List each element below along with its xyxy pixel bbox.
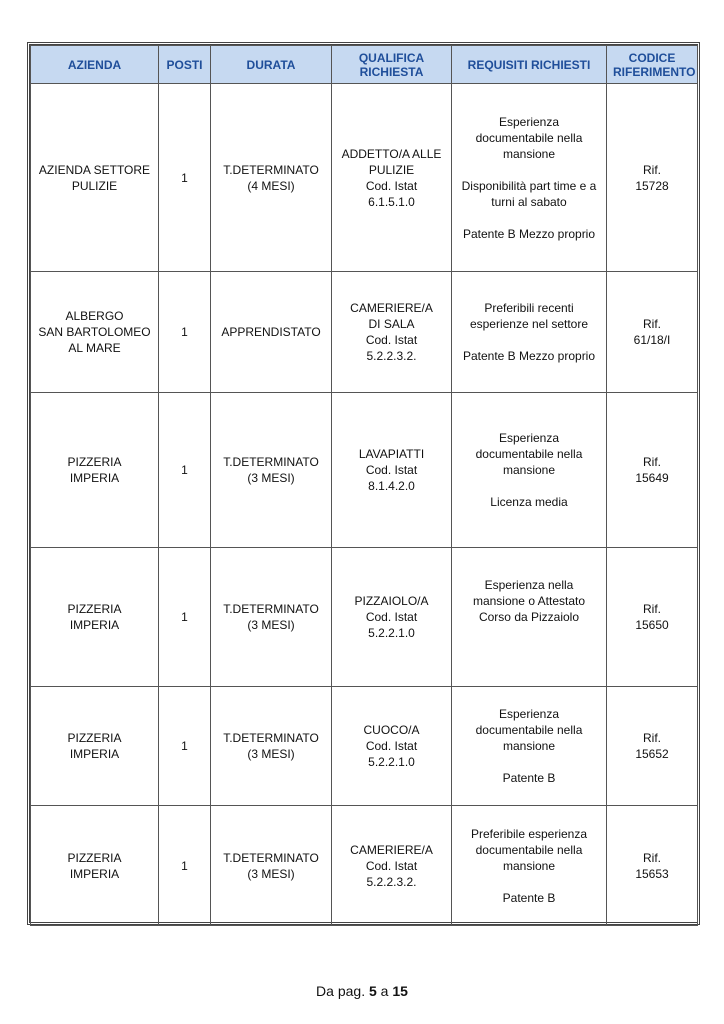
duration-cell-line: T.DETERMINATO bbox=[223, 850, 319, 865]
table-row bbox=[31, 393, 698, 548]
positions-cell: 1 bbox=[159, 687, 211, 806]
duration-cell bbox=[211, 84, 332, 272]
duration-cell-line: (4 MESI) bbox=[247, 178, 295, 193]
requirements-cell bbox=[452, 393, 607, 548]
footer-middle: a bbox=[380, 983, 389, 999]
requirements-cell-line: Esperienza bbox=[498, 431, 560, 445]
reference-code-cell bbox=[607, 84, 698, 272]
positions-cell: 1 bbox=[159, 84, 211, 272]
qualification-cell-line: 5.2.2.3.2. bbox=[366, 349, 417, 363]
company-cell-line: PIZZERIA bbox=[67, 850, 122, 865]
requirements-cell-line: mansione bbox=[502, 739, 556, 753]
positions-cell: 1 bbox=[159, 393, 211, 548]
qualification-cell-line: CUOCO/A bbox=[363, 723, 420, 737]
requirements-cell-line bbox=[458, 874, 600, 890]
duration-cell-line: T.DETERMINATO bbox=[223, 162, 319, 177]
table-row bbox=[31, 84, 698, 272]
table-row bbox=[31, 272, 698, 393]
header-posti: POSTI bbox=[159, 46, 211, 84]
company-cell bbox=[31, 272, 159, 393]
company-cell bbox=[31, 806, 159, 926]
qualification-cell-line: 5.2.2.1.0 bbox=[368, 755, 415, 769]
duration-cell-line: (3 MESI) bbox=[247, 866, 295, 881]
company-cell-line: IMPERIA bbox=[69, 866, 120, 881]
qualification-cell bbox=[332, 393, 452, 548]
company-cell-line: ALBERGO bbox=[65, 309, 124, 323]
requirements-cell-line: mansione o Attestato bbox=[472, 594, 586, 608]
footer-page-number: 5 bbox=[368, 983, 377, 999]
requirements-cell-line bbox=[458, 478, 600, 494]
qualification-cell-line: DI SALA bbox=[368, 317, 415, 331]
company-cell-line: AZIENDA SETTORE bbox=[38, 162, 151, 177]
requirements-cell-line bbox=[458, 332, 600, 348]
qualification-cell-line: PIZZAIOLO/A bbox=[354, 594, 429, 608]
requirements-cell-line: Patente B Mezzo proprio bbox=[462, 226, 596, 241]
qualification-cell-line: 5.2.2.3.2. bbox=[366, 874, 417, 889]
requirements-cell bbox=[452, 687, 607, 806]
table-row bbox=[31, 806, 698, 926]
requirements-cell-line: mansione bbox=[502, 463, 556, 477]
header-azienda: AZIENDA bbox=[31, 46, 159, 84]
company-cell bbox=[31, 548, 159, 687]
page-footer bbox=[0, 983, 724, 999]
reference-code-cell-line: 15652 bbox=[635, 747, 669, 761]
requirements-cell-line: documentabile nella bbox=[475, 447, 583, 461]
table-row bbox=[31, 548, 698, 687]
duration-cell-line: T.DETERMINATO bbox=[223, 602, 319, 616]
header-qualifica bbox=[332, 46, 452, 84]
qualification-cell-line: 6.1.5.1.0 bbox=[368, 194, 415, 209]
qualification-cell-line: Cod. Istat bbox=[365, 463, 418, 477]
qualification-cell bbox=[332, 548, 452, 687]
company-cell-line: SAN BARTOLOMEO bbox=[38, 325, 151, 339]
qualification-cell-line: Cod. Istat bbox=[365, 333, 418, 347]
qualification-cell-line: PULIZIE bbox=[368, 162, 415, 177]
header-qualifica-line: QUALIFICA bbox=[358, 50, 425, 65]
positions-cell: 1 bbox=[159, 806, 211, 926]
job-offers-table bbox=[30, 45, 698, 926]
requirements-cell-line bbox=[458, 162, 600, 178]
requirements-cell-line: Preferibile esperienza bbox=[470, 826, 588, 841]
footer-page-total: 15 bbox=[392, 983, 408, 999]
qualification-cell-line: Cod. Istat bbox=[365, 739, 418, 753]
requirements-cell-line: mansione bbox=[502, 146, 556, 161]
requirements-cell-line: mansione bbox=[502, 858, 556, 873]
header-codice-line: RIFERIMENTO bbox=[613, 64, 696, 79]
company-cell-line: PIZZERIA bbox=[67, 602, 122, 616]
company-cell-line: AL MARE bbox=[68, 341, 121, 355]
company-cell-line: PIZZERIA bbox=[67, 455, 122, 469]
reference-code-cell bbox=[607, 687, 698, 806]
reference-code-cell bbox=[607, 272, 698, 393]
company-cell bbox=[31, 84, 159, 272]
requirements-cell-line: turni al sabato bbox=[491, 194, 567, 209]
requirements-cell-line: documentabile nella bbox=[475, 842, 583, 857]
header-codice bbox=[607, 46, 698, 84]
qualification-cell-line: CAMERIERE/A bbox=[350, 842, 433, 857]
qualification-cell-line: LAVAPIATTI bbox=[358, 447, 425, 461]
duration-cell bbox=[211, 548, 332, 687]
reference-code-cell-line: 15650 bbox=[635, 618, 669, 632]
requirements-cell-line: Patente B Mezzo proprio bbox=[462, 349, 596, 363]
positions-cell: 1 bbox=[159, 548, 211, 687]
reference-code-cell-line: 15649 bbox=[635, 471, 669, 485]
header-qualifica-line: RICHIESTA bbox=[359, 64, 424, 79]
company-cell bbox=[31, 687, 159, 806]
reference-code-cell-line: Rif. bbox=[643, 602, 661, 616]
header-codice-line: CODICE bbox=[628, 50, 676, 65]
duration-cell-line: (3 MESI) bbox=[247, 471, 295, 485]
reference-code-cell-line: Rif. bbox=[643, 455, 661, 469]
requirements-cell-line: Esperienza bbox=[498, 114, 560, 129]
qualification-cell bbox=[332, 806, 452, 926]
reference-code-cell bbox=[607, 393, 698, 548]
requirements-cell bbox=[452, 548, 607, 687]
requirements-cell-line: Esperienza bbox=[498, 707, 560, 721]
header-durata: DURATA bbox=[211, 46, 332, 84]
qualification-cell-line: Cod. Istat bbox=[365, 178, 418, 193]
company-cell-line: PULIZIE bbox=[71, 178, 118, 193]
requirements-cell-line: Disponibilità part time e a bbox=[461, 178, 597, 193]
duration-cell-line: APPRENDISTATO bbox=[221, 325, 321, 339]
requirements-cell-line: Preferibili recenti bbox=[484, 301, 574, 315]
company-cell-line: IMPERIA bbox=[69, 618, 120, 632]
reference-code-cell-line: 15653 bbox=[635, 866, 669, 881]
qualification-cell bbox=[332, 687, 452, 806]
duration-cell-line: (3 MESI) bbox=[247, 747, 295, 761]
requirements-cell-line: documentabile nella bbox=[475, 130, 583, 145]
reference-code-cell-line: Rif. bbox=[643, 162, 661, 177]
reference-code-cell bbox=[607, 548, 698, 687]
requirements-cell bbox=[452, 806, 607, 926]
company-cell-line: PIZZERIA bbox=[67, 731, 122, 745]
reference-code-cell-line: 15728 bbox=[635, 178, 669, 193]
requirements-cell bbox=[452, 272, 607, 393]
reference-code-cell-line: 61/18/I bbox=[633, 333, 671, 347]
footer-prefix: Da pag. bbox=[316, 983, 366, 999]
qualification-cell-line: CAMERIERE/A bbox=[350, 301, 433, 315]
qualification-cell bbox=[332, 84, 452, 272]
company-cell-line: IMPERIA bbox=[69, 747, 120, 761]
qualification-cell-line: Cod. Istat bbox=[365, 858, 418, 873]
requirements-cell-line bbox=[458, 625, 600, 641]
duration-cell-line: (3 MESI) bbox=[247, 618, 295, 632]
requirements-cell-line bbox=[458, 754, 600, 770]
requirements-cell-line: Patente B bbox=[502, 890, 556, 905]
duration-cell-line: T.DETERMINATO bbox=[223, 455, 319, 469]
requirements-cell-line: Licenza media bbox=[490, 495, 568, 509]
requirements-cell-line: Corso da Pizzaiolo bbox=[478, 610, 580, 624]
duration-cell-line: T.DETERMINATO bbox=[223, 731, 319, 745]
header-requisiti: REQUISITI RICHIESTI bbox=[452, 46, 607, 84]
qualification-cell bbox=[332, 272, 452, 393]
duration-cell bbox=[211, 687, 332, 806]
positions-cell: 1 bbox=[159, 272, 211, 393]
duration-cell bbox=[211, 272, 332, 393]
qualification-cell-line: 5.2.2.1.0 bbox=[368, 626, 415, 640]
qualification-cell-line: ADDETTO/A ALLE bbox=[341, 146, 442, 161]
duration-cell bbox=[211, 393, 332, 548]
table-row bbox=[31, 687, 698, 806]
company-cell bbox=[31, 393, 159, 548]
requirements-cell-line: esperienze nel settore bbox=[469, 317, 589, 331]
requirements-cell-line bbox=[458, 641, 600, 657]
reference-code-cell-line: Rif. bbox=[643, 731, 661, 745]
company-cell-line: IMPERIA bbox=[69, 471, 120, 485]
header-row bbox=[31, 46, 698, 84]
requirements-cell bbox=[452, 84, 607, 272]
reference-code-cell-line: Rif. bbox=[643, 850, 661, 865]
qualification-cell-line: 8.1.4.2.0 bbox=[368, 479, 415, 493]
duration-cell bbox=[211, 806, 332, 926]
reference-code-cell-line: Rif. bbox=[643, 317, 661, 331]
reference-code-cell bbox=[607, 806, 698, 926]
qualification-cell-line: Cod. Istat bbox=[365, 610, 418, 624]
requirements-cell-line: Esperienza nella bbox=[484, 578, 574, 592]
requirements-cell-line: Patente B bbox=[502, 771, 556, 785]
requirements-cell-line bbox=[458, 210, 600, 226]
requirements-cell-line: documentabile nella bbox=[475, 723, 583, 737]
